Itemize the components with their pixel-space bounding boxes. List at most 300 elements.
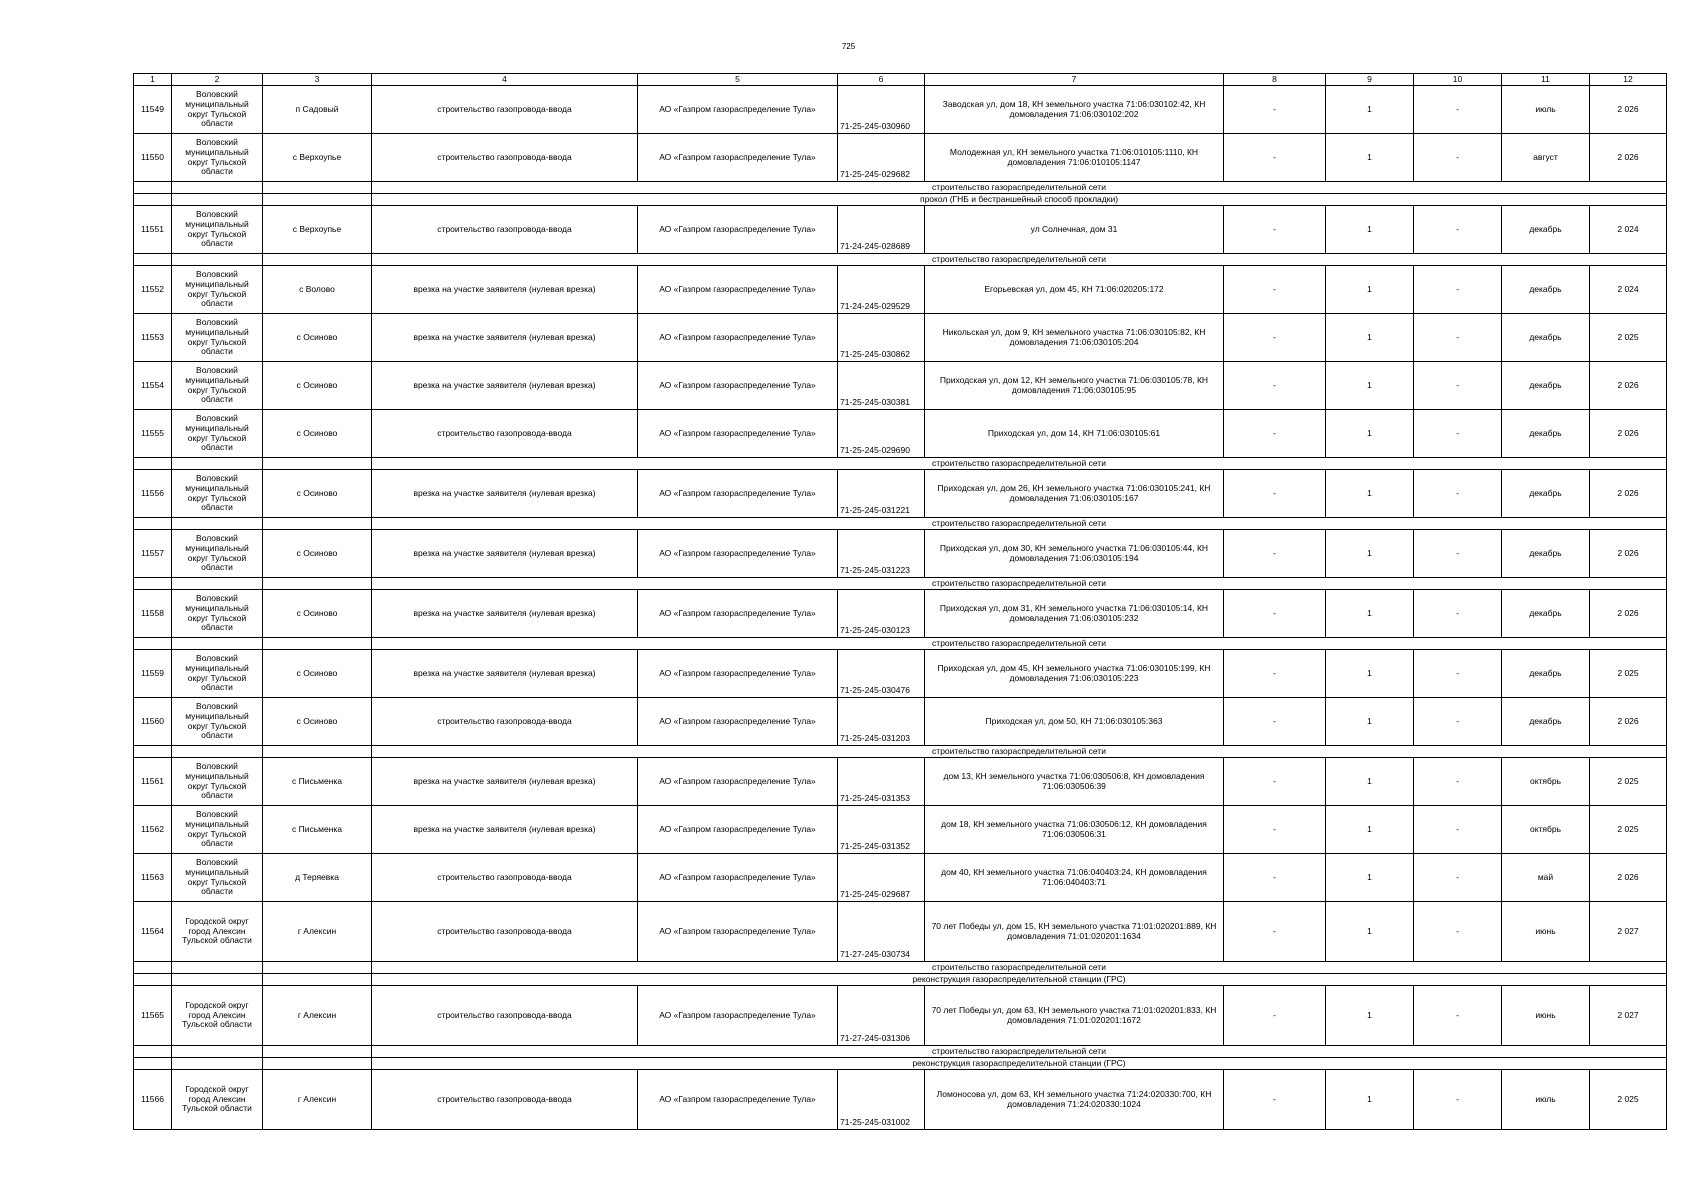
work-type-cell: строительство газопровода-ввода [372,986,638,1046]
column-10-cell: - [1414,590,1502,638]
organization-cell: АО «Газпром газораспределение Тула» [638,1070,838,1130]
empty-cell [134,1058,172,1070]
table-row [134,758,1667,806]
empty-cell [134,182,172,194]
column-10-cell: - [1414,134,1502,182]
row-number-cell: 11554 [134,362,172,410]
table-row [134,134,1667,182]
year-cell: 2 026 [1590,134,1667,182]
address-cell: дом 13, КН земельного участка 71:06:030506:8, КН домовладения 71:06:030506:39 [925,758,1224,806]
subsection-row [134,1058,1667,1070]
subsection-label: строительство газораспределительной сети [372,962,1667,974]
column-10-cell: - [1414,758,1502,806]
table-row [134,470,1667,518]
column-8-cell: - [1224,698,1326,746]
application-code: 71-25-245-031223 [840,565,910,576]
table-row [134,86,1667,134]
address-cell: дом 18, КН земельного участка 71:06:030506:12, КН домовладения 71:06:030506:31 [925,806,1224,854]
empty-cell [134,746,172,758]
district-cell: Воловский муниципальный округ Тульской области [172,650,263,698]
district-cell: Воловский муниципальный округ Тульской области [172,530,263,578]
settlement-cell: с Осиново [263,470,372,518]
empty-cell [172,254,263,266]
address-cell: Приходская ул, дом 14, КН 71:06:030105:61 [925,410,1224,458]
row-number-cell: 11556 [134,470,172,518]
address-cell: Приходская ул, дом 12, КН земельного участка 71:06:030105:78, КН домовладения 71:06:030105:95 [925,362,1224,410]
column-8-cell: - [1224,806,1326,854]
district-cell: Воловский муниципальный округ Тульской области [172,266,263,314]
application-code-cell [838,902,925,962]
quantity-cell: 1 [1326,806,1414,854]
application-code: 71-25-245-029687 [840,889,910,900]
column-8-cell: - [1224,314,1326,362]
address-cell: Ломоносова ул, дом 63, КН земельного участка 71:24:020330:700, КН домовладения 71:24:020330:1024 [925,1070,1224,1130]
subsection-row [134,458,1667,470]
subsection-label: строительство газораспределительной сети [372,1046,1667,1058]
year-cell: 2 026 [1590,854,1667,902]
work-type-cell: строительство газопровода-ввода [372,854,638,902]
work-type-cell: строительство газопровода-ввода [372,902,638,962]
empty-cell [263,1058,372,1070]
organization-cell: АО «Газпром газораспределение Тула» [638,590,838,638]
month-cell: декабрь [1502,470,1590,518]
empty-cell [263,518,372,530]
application-code-cell [838,362,925,410]
subsection-label: строительство газораспределительной сети [372,254,1667,266]
year-cell: 2 024 [1590,206,1667,254]
row-number-cell: 11564 [134,902,172,962]
subsection-row [134,1046,1667,1058]
table-row [134,698,1667,746]
empty-cell [134,638,172,650]
column-10-cell: - [1414,1070,1502,1130]
empty-cell [134,518,172,530]
column-header: 10 [1414,74,1502,86]
empty-cell [263,974,372,986]
district-cell: Воловский муниципальный округ Тульской области [172,410,263,458]
column-8-cell: - [1224,854,1326,902]
settlement-cell: с Письменка [263,758,372,806]
application-code: 71-25-245-029682 [840,169,910,180]
application-code: 71-25-245-031221 [840,505,910,516]
table-row [134,266,1667,314]
row-number-cell: 11551 [134,206,172,254]
subsection-label: строительство газораспределительной сети [372,182,1667,194]
application-code: 71-25-245-029690 [840,445,910,456]
month-cell: декабрь [1502,362,1590,410]
table-row [134,590,1667,638]
organization-cell: АО «Газпром газораспределение Тула» [638,362,838,410]
district-cell: Городской округ город Алексин Тульской области [172,1070,263,1130]
address-cell: Приходская ул, дом 31, КН земельного участка 71:06:030105:14, КН домовладения 71:06:030105:232 [925,590,1224,638]
address-cell: Молодежная ул, КН земельного участка 71:06:010105:1110, КН домовладения 71:06:010105:1147 [925,134,1224,182]
row-number-cell: 11552 [134,266,172,314]
settlement-cell: с Письменка [263,806,372,854]
column-8-cell: - [1224,410,1326,458]
settlement-cell: г Алексин [263,1070,372,1130]
quantity-cell: 1 [1326,266,1414,314]
column-8-cell: - [1224,206,1326,254]
row-number-cell: 11555 [134,410,172,458]
subsection-row [134,578,1667,590]
column-header: 7 [925,74,1224,86]
empty-cell [263,746,372,758]
empty-cell [172,458,263,470]
application-code: 71-25-245-031353 [840,793,910,804]
empty-cell [263,254,372,266]
column-10-cell: - [1414,206,1502,254]
application-code: 71-27-245-031306 [840,1033,910,1044]
register-table-body [134,74,1667,1130]
quantity-cell: 1 [1326,854,1414,902]
year-cell: 2 027 [1590,986,1667,1046]
page-number: 725 [841,42,856,51]
quantity-cell: 1 [1326,1070,1414,1130]
settlement-cell: с Осиново [263,362,372,410]
month-cell: май [1502,854,1590,902]
application-code-cell [838,1070,925,1130]
year-cell: 2 025 [1590,806,1667,854]
empty-cell [134,194,172,206]
application-code: 71-25-245-031002 [840,1117,910,1128]
month-cell: декабрь [1502,410,1590,458]
year-cell: 2 026 [1590,590,1667,638]
subsection-label: строительство газораспределительной сети [372,518,1667,530]
column-8-cell: - [1224,134,1326,182]
year-cell: 2 026 [1590,362,1667,410]
row-number-cell: 11559 [134,650,172,698]
application-code-cell [838,530,925,578]
quantity-cell: 1 [1326,698,1414,746]
column-8-cell: - [1224,362,1326,410]
quantity-cell: 1 [1326,362,1414,410]
quantity-cell: 1 [1326,530,1414,578]
quantity-cell: 1 [1326,986,1414,1046]
quantity-cell: 1 [1326,590,1414,638]
column-8-cell: - [1224,470,1326,518]
column-8-cell: - [1224,758,1326,806]
column-10-cell: - [1414,986,1502,1046]
quantity-cell: 1 [1326,410,1414,458]
table-row [134,314,1667,362]
subsection-label: строительство газораспределительной сети [372,458,1667,470]
table-row [134,1070,1667,1130]
application-code-cell [838,806,925,854]
application-code-cell [838,590,925,638]
year-cell: 2 026 [1590,470,1667,518]
address-cell: Заводская ул, дом 18, КН земельного участка 71:06:030102:42, КН домовладения 71:06:030102:202 [925,86,1224,134]
subsection-row [134,194,1667,206]
application-code-cell [838,314,925,362]
column-8-cell: - [1224,266,1326,314]
district-cell: Воловский муниципальный округ Тульской области [172,470,263,518]
work-type-cell: врезка на участке заявителя (нулевая врезка) [372,266,638,314]
application-code: 71-25-245-030123 [840,625,910,636]
month-cell: декабрь [1502,530,1590,578]
table-row [134,902,1667,962]
month-cell: декабрь [1502,590,1590,638]
empty-cell [263,458,372,470]
settlement-cell: г Алексин [263,902,372,962]
quantity-cell: 1 [1326,314,1414,362]
organization-cell: АО «Газпром газораспределение Тула» [638,134,838,182]
table-row [134,410,1667,458]
year-cell: 2 026 [1590,698,1667,746]
application-code: 71-27-245-030734 [840,949,910,960]
empty-cell [172,638,263,650]
district-cell: Воловский муниципальный округ Тульской области [172,590,263,638]
column-8-cell: - [1224,1070,1326,1130]
table-row [134,854,1667,902]
register-table [133,73,1667,1130]
work-type-cell: строительство газопровода-ввода [372,1070,638,1130]
column-8-cell: - [1224,86,1326,134]
work-type-cell: врезка на участке заявителя (нулевая врезка) [372,362,638,410]
empty-cell [172,578,263,590]
year-cell: 2 025 [1590,650,1667,698]
empty-cell [134,458,172,470]
row-number-cell: 11565 [134,986,172,1046]
organization-cell: АО «Газпром газораспределение Тула» [638,986,838,1046]
organization-cell: АО «Газпром газораспределение Тула» [638,698,838,746]
column-header: 3 [263,74,372,86]
month-cell: декабрь [1502,206,1590,254]
column-10-cell: - [1414,470,1502,518]
address-cell: ул Солнечная, дом 31 [925,206,1224,254]
row-number-cell: 11558 [134,590,172,638]
address-cell: Приходская ул, дом 50, КН 71:06:030105:363 [925,698,1224,746]
address-cell: 70 лет Победы ул, дом 63, КН земельного участка 71:01:020201:833, КН домовладения 71:01:020201:1672 [925,986,1224,1046]
settlement-cell: с Верхоупье [263,134,372,182]
column-8-cell: - [1224,902,1326,962]
quantity-cell: 1 [1326,206,1414,254]
table-row [134,530,1667,578]
empty-cell [263,182,372,194]
column-10-cell: - [1414,854,1502,902]
year-cell: 2 026 [1590,410,1667,458]
table-row [134,206,1667,254]
month-cell: декабрь [1502,266,1590,314]
application-code: 71-25-245-030381 [840,397,910,408]
work-type-cell: врезка на участке заявителя (нулевая врезка) [372,590,638,638]
address-cell: 70 лет Победы ул, дом 15, КН земельного участка 71:01:020201:889, КН домовладения 71:01:020201:1634 [925,902,1224,962]
column-header: 5 [638,74,838,86]
application-code-cell [838,134,925,182]
column-10-cell: - [1414,902,1502,962]
application-code: 71-24-245-029529 [840,301,910,312]
organization-cell: АО «Газпром газораспределение Тула» [638,806,838,854]
year-cell: 2 025 [1590,758,1667,806]
empty-cell [263,578,372,590]
empty-cell [263,638,372,650]
month-cell: октябрь [1502,806,1590,854]
quantity-cell: 1 [1326,86,1414,134]
district-cell: Воловский муниципальный округ Тульской области [172,806,263,854]
work-type-cell: строительство газопровода-ввода [372,134,638,182]
work-type-cell: врезка на участке заявителя (нулевая врезка) [372,758,638,806]
application-code-cell [838,986,925,1046]
column-10-cell: - [1414,314,1502,362]
address-cell: Приходская ул, дом 30, КН земельного участка 71:06:030105:44, КН домовладения 71:06:030105:194 [925,530,1224,578]
application-code-cell [838,650,925,698]
subsection-label: строительство газораспределительной сети [372,638,1667,650]
quantity-cell: 1 [1326,470,1414,518]
application-code: 71-25-245-030862 [840,349,910,360]
work-type-cell: врезка на участке заявителя (нулевая врезка) [372,314,638,362]
work-type-cell: врезка на участке заявителя (нулевая врезка) [372,650,638,698]
month-cell: октябрь [1502,758,1590,806]
work-type-cell: строительство газопровода-ввода [372,410,638,458]
district-cell: Воловский муниципальный округ Тульской области [172,86,263,134]
column-8-cell: - [1224,530,1326,578]
district-cell: Воловский муниципальный округ Тульской области [172,698,263,746]
work-type-cell: врезка на участке заявителя (нулевая врезка) [372,530,638,578]
column-10-cell: - [1414,530,1502,578]
column-10-cell: - [1414,86,1502,134]
subsection-label: реконструкция газораспределительной станции (ГРС) [372,1058,1667,1070]
empty-cell [172,746,263,758]
year-cell: 2 025 [1590,1070,1667,1130]
work-type-cell: строительство газопровода-ввода [372,206,638,254]
district-cell: Воловский муниципальный округ Тульской области [172,314,263,362]
settlement-cell: г Алексин [263,986,372,1046]
organization-cell: АО «Газпром газораспределение Тула» [638,758,838,806]
column-header: 6 [838,74,925,86]
row-number-cell: 11550 [134,134,172,182]
column-header: 9 [1326,74,1414,86]
empty-cell [134,578,172,590]
organization-cell: АО «Газпром газораспределение Тула» [638,854,838,902]
column-10-cell: - [1414,650,1502,698]
application-code: 71-25-245-030476 [840,685,910,696]
row-number-cell: 11549 [134,86,172,134]
organization-cell: АО «Газпром газораспределение Тула» [638,206,838,254]
application-code-cell [838,266,925,314]
row-number-cell: 11562 [134,806,172,854]
year-cell: 2 026 [1590,86,1667,134]
application-code: 71-25-245-030960 [840,121,910,132]
empty-cell [172,962,263,974]
table-row [134,806,1667,854]
subsection-row [134,254,1667,266]
month-cell: декабрь [1502,650,1590,698]
column-number-header [134,74,1667,86]
empty-cell [172,1046,263,1058]
settlement-cell: п Садовый [263,86,372,134]
application-code-cell [838,854,925,902]
month-cell: август [1502,134,1590,182]
work-type-cell: строительство газопровода-ввода [372,698,638,746]
empty-cell [134,962,172,974]
column-header: 4 [372,74,638,86]
organization-cell: АО «Газпром газораспределение Тула» [638,650,838,698]
column-8-cell: - [1224,650,1326,698]
table-row [134,650,1667,698]
subsection-row [134,974,1667,986]
work-type-cell: врезка на участке заявителя (нулевая врезка) [372,806,638,854]
column-header: 1 [134,74,172,86]
subsection-row [134,182,1667,194]
year-cell: 2 024 [1590,266,1667,314]
subsection-row [134,746,1667,758]
address-cell: Приходская ул, дом 45, КН земельного участка 71:06:030105:199, КН домовладения 71:06:030105:223 [925,650,1224,698]
column-10-cell: - [1414,362,1502,410]
month-cell: июнь [1502,902,1590,962]
quantity-cell: 1 [1326,650,1414,698]
table-row [134,986,1667,1046]
district-cell: Городской округ город Алексин Тульской области [172,902,263,962]
empty-cell [263,962,372,974]
column-10-cell: - [1414,266,1502,314]
settlement-cell: с Осиново [263,410,372,458]
subsection-label: строительство газораспределительной сети [372,578,1667,590]
application-code-cell [838,470,925,518]
year-cell: 2 026 [1590,530,1667,578]
subsection-label: реконструкция газораспределительной станции (ГРС) [372,974,1667,986]
application-code: 71-24-245-028689 [840,241,910,252]
column-8-cell: - [1224,986,1326,1046]
application-code-cell [838,410,925,458]
table-row [134,362,1667,410]
year-cell: 2 027 [1590,902,1667,962]
column-8-cell: - [1224,590,1326,638]
address-cell: Никольская ул, дом 9, КН земельного участка 71:06:030105:82, КН домовладения 71:06:030105:204 [925,314,1224,362]
subsection-row [134,962,1667,974]
subsection-label: строительство газораспределительной сети [372,746,1667,758]
year-cell: 2 025 [1590,314,1667,362]
organization-cell: АО «Газпром газораспределение Тула» [638,314,838,362]
settlement-cell: с Осиново [263,314,372,362]
empty-cell [263,194,372,206]
district-cell: Городской округ город Алексин Тульской области [172,986,263,1046]
month-cell: декабрь [1502,698,1590,746]
column-header: 8 [1224,74,1326,86]
subsection-row [134,638,1667,650]
row-number-cell: 11561 [134,758,172,806]
month-cell: июль [1502,86,1590,134]
address-cell: дом 40, КН земельного участка 71:06:040403:24, КН домовладения 71:06:040403:71 [925,854,1224,902]
column-header: 2 [172,74,263,86]
organization-cell: АО «Газпром газораспределение Тула» [638,410,838,458]
subsection-label: прокол (ГНБ и бестраншейный способ прокладки) [372,194,1667,206]
work-type-cell: строительство газопровода-ввода [372,86,638,134]
address-cell: Егорьевская ул, дом 45, КН 71:06:020205:172 [925,266,1224,314]
empty-cell [172,194,263,206]
row-number-cell: 11560 [134,698,172,746]
district-cell: Воловский муниципальный округ Тульской области [172,134,263,182]
column-10-cell: - [1414,806,1502,854]
district-cell: Воловский муниципальный округ Тульской области [172,362,263,410]
district-cell: Воловский муниципальный округ Тульской области [172,758,263,806]
empty-cell [172,182,263,194]
settlement-cell: с Осиново [263,650,372,698]
quantity-cell: 1 [1326,758,1414,806]
quantity-cell: 1 [1326,134,1414,182]
application-code-cell [838,86,925,134]
empty-cell [134,1046,172,1058]
empty-cell [172,518,263,530]
organization-cell: АО «Газпром газораспределение Тула» [638,902,838,962]
empty-cell [263,1046,372,1058]
row-number-cell: 11557 [134,530,172,578]
month-cell: июнь [1502,986,1590,1046]
empty-cell [134,974,172,986]
organization-cell: АО «Газпром газораспределение Тула» [638,470,838,518]
application-code: 71-25-245-031352 [840,841,910,852]
row-number-cell: 11563 [134,854,172,902]
column-10-cell: - [1414,698,1502,746]
settlement-cell: с Волово [263,266,372,314]
